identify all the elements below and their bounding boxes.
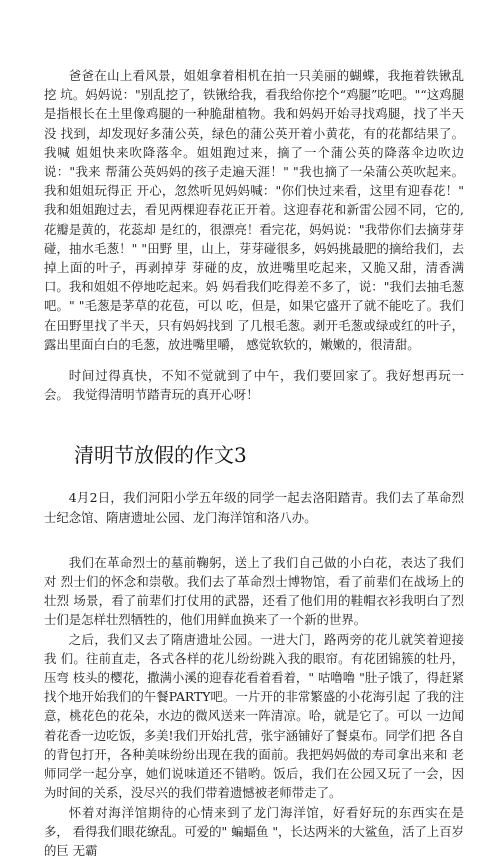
essay-paragraph-4: 我们在革命烈士的墓前鞠躬，送上了我们自己做的小白花，表达了我们对 烈士们的怀念和崇敬。我们去了革命烈士博物馆，看了前辈们在战场上的壮烈 场景，看了前辈们打仗用的武器，还看了他们用的鞋帽衣衫我明白了烈士们是怎样壮烈牺牲的，他们用鲜血换来了一个新的世界。: [44, 553, 464, 630]
essay-paragraph-2: 时间过得真快，不知不觉就到了中午，我们要回家了。我好想再玩一会。 我觉得清明节踏青玩的真开心呀！: [44, 366, 464, 404]
essay-paragraph-6: 怀着对海洋馆期待的心情来到了龙门海洋馆，好看好玩的东西实在是多， 看得我们眼花缭乱。可爱的" 蝙蝠鱼 "，长达两米的大鲨鱼，活了上百岁的巨 无霸: [44, 803, 464, 860]
essay-paragraph-3: 4月2日，我们河阳小学五年级的同学一起去洛阳踏青。我们去了革命烈 士纪念馆、隋唐遗址公园、龙门海洋馆和洛八办。: [44, 488, 464, 526]
essay-paragraph-5: 之后，我们又去了隋唐遗址公园。一进大门，路两旁的花儿就笑着迎接我 们。往前直走，各式各样的花儿纷纷跳入我的眼帘。有花团锦簇的牡丹，压弯 枝头的樱花，撒满小溪的迎春花看着看着，" 咕噜噜 "肚子饿了，得赶紧找个地开始我们的午餐PARTY吧。一片开的非常繁盛的小花海引起 了我的注意，桃花色的花朵，水边的微风送来一阵清凉。哈，就是它了。可以 一边闻着花香一边吃饭，多美!我们开始扎营，张宇涵铺好了餐桌布。同学们把 各自的背包打开，各种美味纷纷出现在我的面前。我把妈妈做的寿司拿出来和 老师同学一起分享，她们说味道还不错哟。饭后，我们在公园又玩了一会，因 为时间的关系，没尽兴的我们带着遗憾被老师带走了。: [44, 630, 464, 803]
essay-paragraph-1: 爸爸在山上看风景，姐姐拿着相机在拍一只美丽的蝴蝶，我拖着铁锹乱挖 坑。妈妈说："别乱挖了，铁锹给我，看我给你挖个“鸡腿”吃吧。"“这鸡腿 是指根长在土里像鸡腿的一种脆甜植物。我和妈妈开始寻找鸡腿，找了半天没 找到，却发现好多蒲公英，绿色的蒲公英开着小黄花，有的花都结果了。我喊 姐姐快来吹降落伞。姐姐跑过来，摘了一个蒲公英的降落伞边吹边说："我来 帮蒲公英妈妈的孩子走遍天涯！" "我也摘了一朵蒲公英吹起来。我和姐姐玩得正 开心，忽然听见妈妈喊："你们快过来看，这里有迎春花！" 我和姐姐跑过去，看见两棵迎春花正开着。这迎春花和新雷公园不同，它的,花瓣是黄的，花蕊却 是红的，很漂亮！看完花，妈妈说："我带你们去摘芽芽碰，抽水毛葱！" "田野 里，山上，芽芽碰很多，妈妈挑最肥的摘给我们，去掉上面的叶子，再剥掉芽 芽碰的皮，放进嘴里吃起来，又脆又甜，清香满口。我和姐姐不停地吃起来。妈 妈看我们吃得差不多了，说："我们去抽毛葱吧。" "毛葱是茅草的花苞，可以 吃，但是，如果它盛开了就不能吃了。我们在田野里找了半天，只有妈妈找到 了几根毛葱。剥开毛葱或绿或红的叶子，露出里面白白的毛葱，放进嘴里嚼， 感觉软软的，嫩嫩的，很清甜。: [44, 0, 464, 354]
section-heading: 清明节放假的作文3: [44, 442, 464, 468]
